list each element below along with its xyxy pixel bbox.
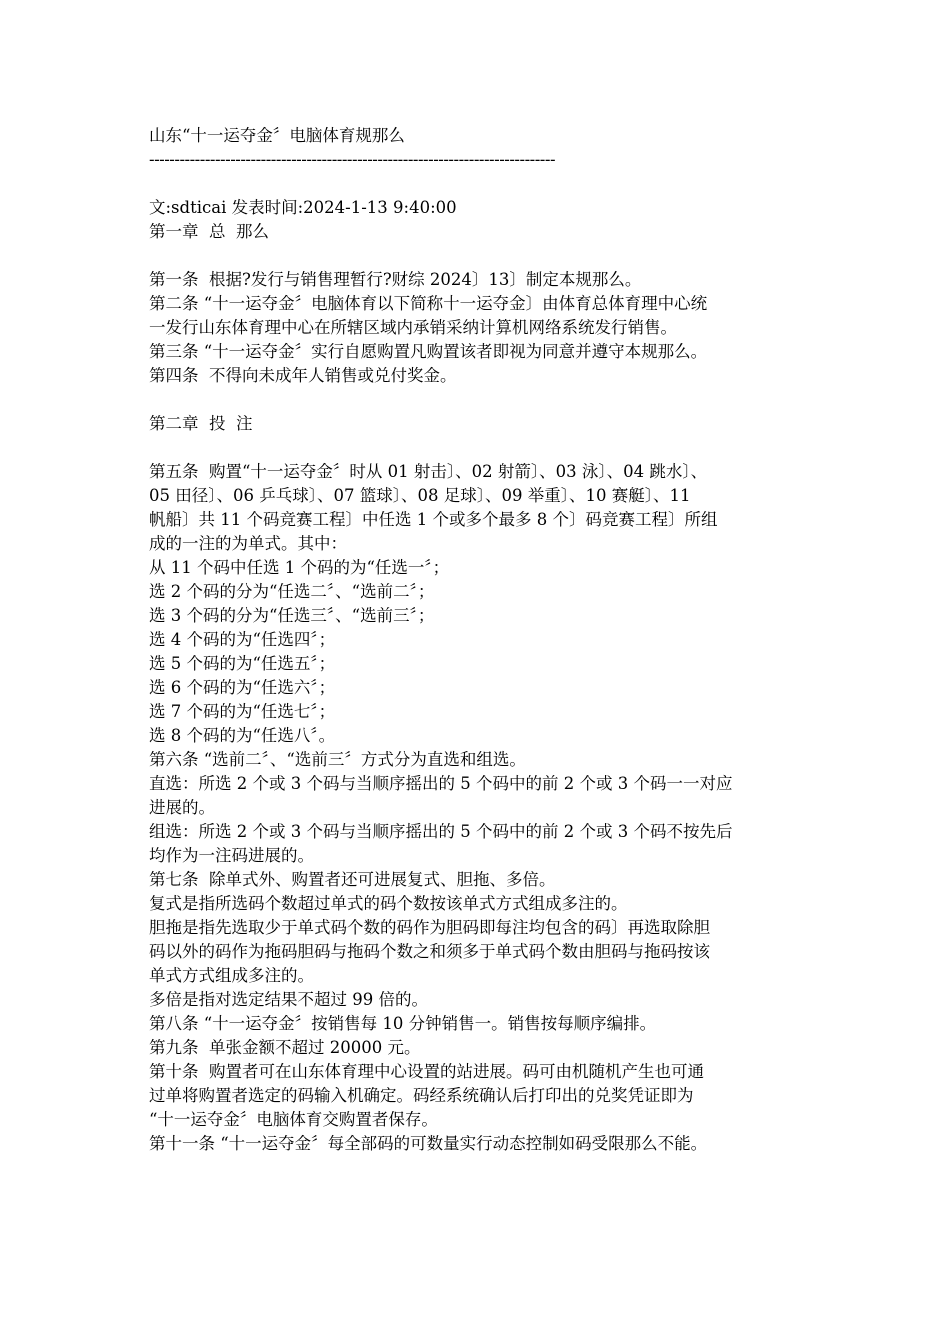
bet-option: 选 2 个码的分为“任选二〞、“选前二〞； <box>149 582 435 601</box>
dantuo-definition-line: 码以外的码作为拖码胆码与拖码个数之和须多于单式码个数由胆码与拖码按该 <box>149 942 710 961</box>
dantuo-definition-line: 单式方式组成多注的。 <box>149 966 314 985</box>
article-2-line: 第二条 “十一运夺金〞电脑体育以下简称十一运夺金〕由体育总体育理中心统 <box>149 294 708 313</box>
direct-selection-line: 进展的。 <box>149 798 215 817</box>
blank-line <box>149 388 805 412</box>
group-selection-line: 均作为一注码进展的。 <box>149 846 314 865</box>
document-meta: 文:sdticai 发表时间:2024-1-13 9:40:00 <box>149 198 457 217</box>
multiple-definition: 多倍是指对选定结果不超过 99 倍的。 <box>149 990 428 1009</box>
chapter-heading: 第二章 投 注 <box>149 414 253 433</box>
article-8: 第八条 “十一运夺金〞按销售每 10 分钟销售一。销售按每顺序编排。 <box>149 1014 657 1033</box>
bet-option: 选 5 个码的为“任选五〞； <box>149 654 336 673</box>
group-selection-line: 组选：所选 2 个或 3 个码与当顺序摇出的 5 个码中的前 2 个或 3 个码不按先后 <box>149 822 733 841</box>
article-10-line: 第十条 购置者可在山东体育理中心设置的站进展。码可由机随机产生也可通 <box>149 1062 704 1081</box>
article-6: 第六条 “选前二〞、“选前三〞方式分为直选和组选。 <box>149 750 526 769</box>
bet-option: 从 11 个码中任选 1 个码的为“任选一〞； <box>149 558 450 577</box>
blank-line <box>149 436 805 460</box>
document-title: 山东“十一运夺金〞电脑体育规那么 <box>149 126 405 145</box>
article-1: 第一条 根据?发行与销售理暂行?财综 2024〕13〕制定本规那么。 <box>149 270 642 289</box>
bet-option: 选 3 个码的分为“任选三〞、“选前三〞； <box>149 606 435 625</box>
article-2-line: 一发行山东体育理中心在所辖区域内承销采纳计算机网络系统发行销售。 <box>149 318 677 337</box>
article-5-line: 成的一注的为单式。其中： <box>149 534 347 553</box>
article-4: 第四条 不得向未成年人销售或兑付奖金。 <box>149 366 457 385</box>
blank-line <box>149 244 805 268</box>
title-separator: -------------------------------------------------------------------------------- <box>149 150 556 169</box>
document-page <box>149 124 805 1156</box>
article-7: 第七条 除单式外、购置者还可进展复式、胆拖、多倍。 <box>149 870 556 889</box>
article-11: 第十一条 “十一运夺金〞每全部码的可数量实行动态控制如码受限那么不能。 <box>149 1134 708 1153</box>
article-10-line: 过单将购置者选定的码输入机确定。码经系统确认后打印出的兑奖凭证即为 <box>149 1086 694 1105</box>
article-10-line: “十一运夺金〞电脑体育交购置者保存。 <box>149 1110 438 1129</box>
bet-option: 选 6 个码的为“任选六〞； <box>149 678 336 697</box>
article-5-line: 05 田径〕、06 乒乓球〕、07 篮球〕、08 足球〕、09 举重〕、10 赛艇〕、11 <box>149 486 691 505</box>
article-3: 第三条 “十一运夺金〞实行自愿购置凡购置该者即视为同意并遵守本规那么。 <box>149 342 708 361</box>
article-9: 第九条 单张金额不超过 20000 元。 <box>149 1038 421 1057</box>
direct-selection-line: 直选：所选 2 个或 3 个码与当顺序摇出的 5 个码中的前 2 个或 3 个码一一对应 <box>149 774 733 793</box>
dantuo-definition-line: 胆拖是指先选取少于单式码个数的码作为胆码即每注均包含的码〕再选取除胆 <box>149 918 710 937</box>
chapter-heading: 第一章 总 那么 <box>149 222 269 241</box>
compound-definition: 复式是指所选码个数超过单式的码个数按该单式方式组成多注的。 <box>149 894 628 913</box>
bet-option: 选 8 个码的为“任选八〞。 <box>149 726 336 745</box>
article-5-line: 帆船〕共 11 个码竞赛工程〕中任选 1 个或多个最多 8 个〕码竞赛工程〕所组 <box>149 510 718 529</box>
bet-option: 选 7 个码的为“任选七〞； <box>149 702 336 721</box>
article-5-line: 第五条 购置“十一运夺金〞时从 01 射击〕、02 射箭〕、03 泳〕、04 跳水〕、 <box>149 462 708 481</box>
bet-option: 选 4 个码的为“任选四〞； <box>149 630 336 649</box>
blank-line <box>149 172 805 196</box>
